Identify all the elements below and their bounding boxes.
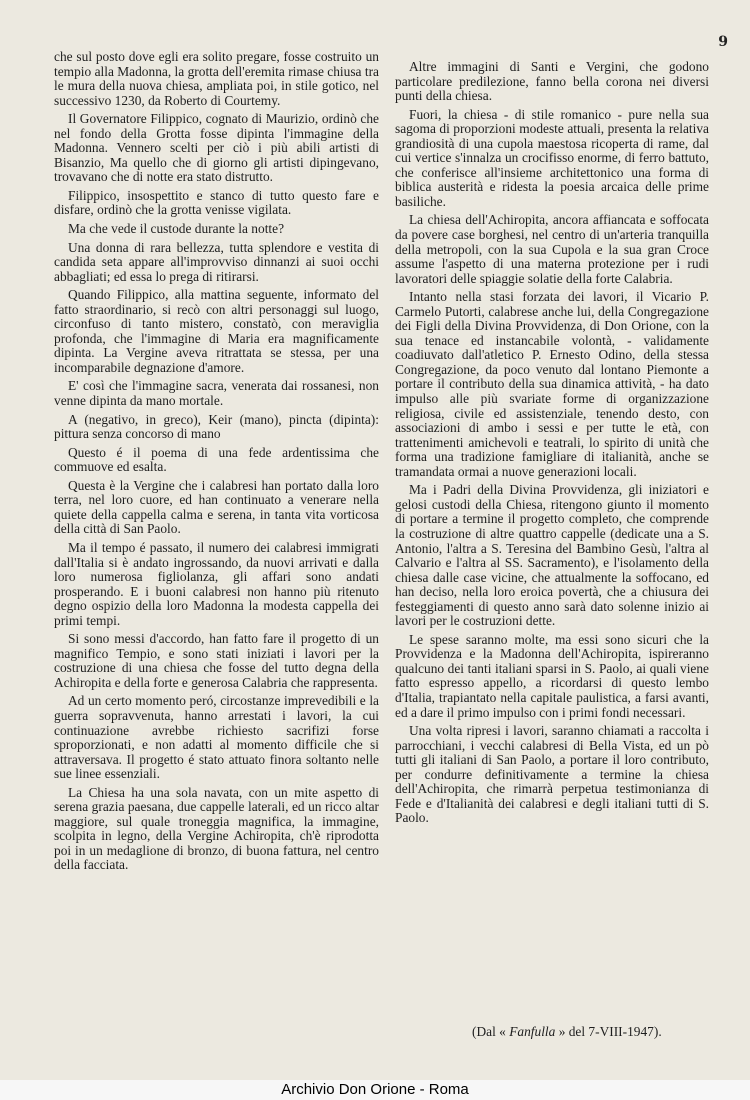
paragraph: Una donna di rara bellezza, tutta splendore e vestita di candida seta appare all'improvviso dinnanzi ai suoi occhi abbagliati; ed essa lo prega di ritirarsi. xyxy=(54,239,379,284)
paragraph: Una volta ripresi i lavori, saranno chiamati a raccolta i parrocchiani, i vecchi calabresi di Bella Vista, ed un pò tutti gli italiani di San Paolo, a portare il loro contributo, per condurre definitivamente a termine la chiesa dell'Achiropita, che rimarrà perpetua testimonianza di Fede e d'Italianità dei calabresi e degli italiani tutti di S. Paolo. xyxy=(395,723,709,826)
citation-suffix: » del 7-VIII-1947). xyxy=(558,1024,662,1039)
paragraph: Filippico, insospettito e stanco di tutto questo fare e disfare, ordinò che la grotta venisse vigilata. xyxy=(54,187,379,218)
paragraph: Le spese saranno molte, ma essi sono sicuri che la Provvidenza e la Madonna dell'Achiropita, ispireranno qualcuno dei tanti italiani sparsi in S. Paolo, ai quali viene fatto espresso appello, a ricordarsi di questo lembo d'Italia, trapiantato nella capitale paulistica, a farsi avanti, ed a dare il primo impulso con i primi fondi necessari. xyxy=(395,631,709,720)
paragraph: Ma il tempo é passato, il numero dei calabresi immigrati dall'Italia si è andato ingrossando, da nuovi arrivati e dalla loro numerosa figliolanza, gli affari sono andati prosperando. E i buoni calabresi non hanno più ritenuto degno ospizio della loro Madonna la modesta cappella dei primi tempi. xyxy=(54,539,379,628)
page-number: 9 xyxy=(718,34,728,50)
paragraph: E' così che l'immagine sacra, venerata dai rossanesi, non venne dipinta da mano mortale. xyxy=(54,378,379,409)
paragraph: Il Governatore Filippico, cognato di Maurizio, ordinò che nel fondo della Grotta fosse dipinta l'immagine della Madonna. Vennero scelti per ciò i più abili artisti di Bisanzio, Ma quello che di giorno gli artisti dipingevano, trovavano che di notte era stato distrutto. xyxy=(54,111,379,185)
paragraph: Quando Filippico, alla mattina seguente, informato del fatto straordinario, si recò con altri personaggi sul luogo, circonfuso di tanto mistero, constatò, con meraviglia profonda, che l'immagine di Maria era magnificamente dipinta. La Vergine aveva ritrattata se stessa, per una incomparabile degnazione d'amore. xyxy=(54,287,379,375)
paragraph: Si sono messi d'accordo, han fatto fare il progetto di un magnifico Tempio, e sono stati iniziati i lavori per la costruzione di una chiesa che fosse del tutto degna della Achiropita e della forte e generosa Calabria che rappresenta. xyxy=(54,631,379,690)
paragraph: A (negativo, in greco), Keir (mano), pincta (dipinta): pittura senza concorso di mano xyxy=(54,411,379,442)
paragraph: Questo é il poema di una fede ardentissima che commuove ed esalta. xyxy=(54,444,379,475)
paragraph: Questa è la Vergine che i calabresi han portato dalla loro terra, nel loro cuore, ed han continuato a venerare nella quiete della cappella calma e serena, in tanta vita vorticosa della città di San Paolo. xyxy=(54,477,379,537)
paragraph: Intanto nella stasi forzata dei lavori, il Vicario P. Carmelo Putorti, calabrese anche lui, della Congregazione dei Figli della Divina Provvidenza, di Don Orione, con la sua tenace ed instancabile volontà, - validamente coadiuvato dall'atletico P. Ernesto Odino, della stessa Congregazione, da poco venuto dal lontano Piemonte a portare il contributo della sua dinamica attività, - ha dato impulso alle più svariate forme di organizzazione religiosa, civile ed assistenziale, tenendo desto, con associazioni di ambo i sessi e per tutte le età, con trattenimenti amichevoli e teatrali, lo spirito di unità che forma una tradizione famigliare di italianità, anche se tramandata ormai a nuove generazioni locali. xyxy=(395,289,709,479)
paragraph: che sul posto dove egli era solito pregare, fosse costruito un tempio alla Madonna, la grotta dell'eremita rimase chiusa tra le mura della nuova chiesa, ampliata poi, in stile gotico, nel successivo 1230, da Roberto di Courtemy. xyxy=(54,49,379,108)
paragraph: Ma i Padri della Divina Provvidenza, gli iniziatori e gelosi custodi della Chiesa, ritengono giunto il momento di portare a termine il progetto completo, che comprende la costruzione di altre quattro cappelle (dedicate una a S. Antonio, l'altra a S. Teresina del Bambino Gesù, l'altra al Calvario e l'altra al SS. Sacramento), e l'isolamento della chiesa dalle case vicine, che attualmente la soffocano, ed han deciso, nella loro eroica povertà, che a chiusura dei festeggiamenti di questo anno sarà dato solenne inizio ai lavori per le costruzioni dette. xyxy=(395,482,709,629)
left-column xyxy=(54,50,379,877)
paragraph: La Chiesa ha una sola navata, con un mite aspetto di serena grazia paesana, due cappelle laterali, ed un ricco altar maggiore, sul quale troneggia magnifica, la immagine, scolpita in legno, della Vergine Achiropita, ch'è riprodotta poi in un medaglione di bronzo, di buona fattura, nel centro della facciata. xyxy=(54,784,379,873)
paragraph: Altre immagini di Santi e Vergini, che godono particolare predilezione, fanno bella corona nei diversi punti della chiesa. xyxy=(395,59,709,104)
citation-source: Fanfulla xyxy=(509,1024,556,1039)
paragraph: Fuori, la chiesa - di stile romanico - pure nella sua sagoma di proporzioni modeste attuali, presenta la relativa grandiosità di una cupola maestosa ricoperta di rame, dal cui vertice s'innalza un crocifisso enorme, di ferro battuto, che conferisce all'insieme architettonico una forma di biblica austerità e ridesta la poesia arcaica delle prime basiliche. xyxy=(395,106,709,209)
right-column xyxy=(395,60,709,830)
citation-prefix: (Dal « xyxy=(472,1024,506,1039)
archive-footer: Archivio Don Orione - Roma xyxy=(0,1080,750,1100)
citation xyxy=(472,1024,662,1040)
paragraph: La chiesa dell'Achiropita, ancora affiancata e soffocata da povere case borghesi, nel centro di un'arteria tranquilla della metropoli, con la sua Cupola e la sua gran Croce assume l'aspetto di una materna protezione per i rudi lavoratori delle spiaggie solatie della forte Calabria. xyxy=(395,212,709,286)
paragraph: Ma che vede il custode durante la notte? xyxy=(68,221,285,237)
paragraph: Ad un certo momento peró, circostanze imprevedibili e la guerra sopravvenuta, hanno arrestati i lavori, la cui continuazione avrebbe richiesto sacrifizi forse sproporzionati, e non adatti al momento difficile che si attraversava. Il progetto é stato attuato finora soltanto nelle sue linee essenziali. xyxy=(54,693,379,782)
